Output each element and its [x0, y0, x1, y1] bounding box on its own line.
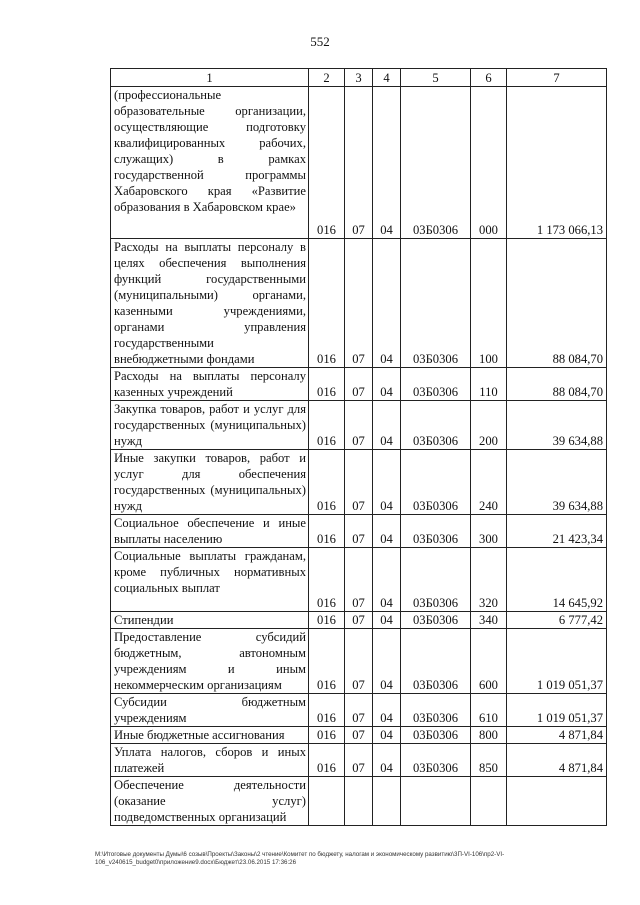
column-header: 3	[345, 69, 373, 87]
target-article-code: 03Б0306	[401, 239, 471, 368]
row-description: Расходы на выплаты персоналу в целях обеспечения выполнения функций государственными (муниципальными) органами, казенными учреждениями, органами управления государственными внебюджетными фондами	[111, 239, 309, 368]
section-code: 07	[345, 694, 373, 727]
amount: 1 173 066,13	[507, 87, 607, 239]
amount: 88 084,70	[507, 368, 607, 401]
expense-type-code: 300	[471, 515, 507, 548]
section-code: 07	[345, 548, 373, 612]
subsection-code: 04	[373, 239, 401, 368]
expense-type-code: 110	[471, 368, 507, 401]
column-header: 1	[111, 69, 309, 87]
column-header: 5	[401, 69, 471, 87]
table-row	[111, 727, 607, 744]
document-path-footer: М:\Итоговые документы Думы\6 созыв\Проекты\Законы\2 чтение\Комитет по бюджету, налогам и экономическому развитию\3П-VI-106\пр2-VI-106_v240615_budget0\приложение9.docx\Бюджет\23.06.2015 17:36:26	[95, 851, 505, 866]
amount: 21 423,34	[507, 515, 607, 548]
target-article-code	[401, 777, 471, 826]
admin-code: 016	[309, 401, 345, 450]
table-row	[111, 777, 607, 826]
target-article-code: 03Б0306	[401, 629, 471, 694]
row-description: Закупка товаров, работ и услуг для государственных (муниципальных) нужд	[111, 401, 309, 450]
admin-code: 016	[309, 629, 345, 694]
section-code: 07	[345, 629, 373, 694]
budget-table	[110, 68, 607, 826]
amount: 88 084,70	[507, 239, 607, 368]
table-row	[111, 612, 607, 629]
row-description: Обеспечение деятельности (оказание услуг) подведомственных организаций	[111, 777, 309, 826]
table-row	[111, 515, 607, 548]
section-code: 07	[345, 515, 373, 548]
target-article-code: 03Б0306	[401, 612, 471, 629]
expense-type-code: 000	[471, 87, 507, 239]
page-number: 552	[310, 34, 330, 49]
target-article-code: 03Б0306	[401, 548, 471, 612]
subsection-code: 04	[373, 548, 401, 612]
target-article-code: 03Б0306	[401, 744, 471, 777]
subsection-code: 04	[373, 612, 401, 629]
expense-type-code: 320	[471, 548, 507, 612]
section-code	[345, 777, 373, 826]
target-article-code: 03Б0306	[401, 401, 471, 450]
row-description: Стипендии	[111, 612, 309, 629]
row-description: Иные закупки товаров, работ и услуг для обеспечения государственных (муниципальных) нужд	[111, 450, 309, 515]
table-row	[111, 368, 607, 401]
row-description: Уплата налогов, сборов и иных платежей	[111, 744, 309, 777]
table-row	[111, 401, 607, 450]
admin-code: 016	[309, 515, 345, 548]
admin-code: 016	[309, 612, 345, 629]
expense-type-code: 240	[471, 450, 507, 515]
row-description: Субсидии бюджетным учреждениям	[111, 694, 309, 727]
subsection-code: 04	[373, 368, 401, 401]
subsection-code: 04	[373, 401, 401, 450]
section-code: 07	[345, 368, 373, 401]
admin-code: 016	[309, 87, 345, 239]
section-code: 07	[345, 239, 373, 368]
table-row	[111, 744, 607, 777]
subsection-code: 04	[373, 87, 401, 239]
expense-type-code: 800	[471, 727, 507, 744]
row-description: Иные бюджетные ассигнования	[111, 727, 309, 744]
table-row	[111, 239, 607, 368]
section-code: 07	[345, 744, 373, 777]
target-article-code: 03Б0306	[401, 87, 471, 239]
row-description: Социальные выплаты гражданам, кроме публичных нормативных социальных выплат	[111, 548, 309, 612]
amount	[507, 777, 607, 826]
expense-type-code: 600	[471, 629, 507, 694]
subsection-code: 04	[373, 450, 401, 515]
row-description: Расходы на выплаты персоналу казенных учреждений	[111, 368, 309, 401]
table-row	[111, 629, 607, 694]
section-code: 07	[345, 401, 373, 450]
row-description: Предоставление субсидий бюджетным, автономным учреждениям и иным некоммерческим организациям	[111, 629, 309, 694]
target-article-code: 03Б0306	[401, 450, 471, 515]
admin-code: 016	[309, 239, 345, 368]
admin-code: 016	[309, 548, 345, 612]
expense-type-code: 340	[471, 612, 507, 629]
table-row	[111, 450, 607, 515]
row-description: Социальное обеспечение и иные выплаты населению	[111, 515, 309, 548]
expense-type-code	[471, 777, 507, 826]
expense-type-code: 100	[471, 239, 507, 368]
amount: 1 019 051,37	[507, 629, 607, 694]
row-description: (профессиональные образовательные организации, осуществляющие подготовку квалифицированных рабочих, служащих) в рамках государственной программы Хабаровского края «Развитие образования в Хабаровском крае»	[111, 87, 309, 239]
table-row	[111, 87, 607, 239]
expense-type-code: 200	[471, 401, 507, 450]
subsection-code: 04	[373, 744, 401, 777]
section-code: 07	[345, 727, 373, 744]
expense-type-code: 610	[471, 694, 507, 727]
amount: 39 634,88	[507, 401, 607, 450]
header-row	[111, 69, 607, 87]
column-header: 7	[507, 69, 607, 87]
target-article-code: 03Б0306	[401, 694, 471, 727]
target-article-code: 03Б0306	[401, 727, 471, 744]
subsection-code	[373, 777, 401, 826]
target-article-code: 03Б0306	[401, 515, 471, 548]
amount: 4 871,84	[507, 744, 607, 777]
amount: 1 019 051,37	[507, 694, 607, 727]
subsection-code: 04	[373, 694, 401, 727]
table-row	[111, 548, 607, 612]
admin-code: 016	[309, 727, 345, 744]
admin-code	[309, 777, 345, 826]
section-code: 07	[345, 450, 373, 515]
amount: 39 634,88	[507, 450, 607, 515]
subsection-code: 04	[373, 515, 401, 548]
amount: 4 871,84	[507, 727, 607, 744]
admin-code: 016	[309, 694, 345, 727]
subsection-code: 04	[373, 629, 401, 694]
section-code: 07	[345, 612, 373, 629]
amount: 6 777,42	[507, 612, 607, 629]
amount: 14 645,92	[507, 548, 607, 612]
column-header: 4	[373, 69, 401, 87]
admin-code: 016	[309, 450, 345, 515]
target-article-code: 03Б0306	[401, 368, 471, 401]
admin-code: 016	[309, 744, 345, 777]
column-header: 2	[309, 69, 345, 87]
subsection-code: 04	[373, 727, 401, 744]
admin-code: 016	[309, 368, 345, 401]
column-header: 6	[471, 69, 507, 87]
table-row	[111, 694, 607, 727]
expense-type-code: 850	[471, 744, 507, 777]
section-code: 07	[345, 87, 373, 239]
